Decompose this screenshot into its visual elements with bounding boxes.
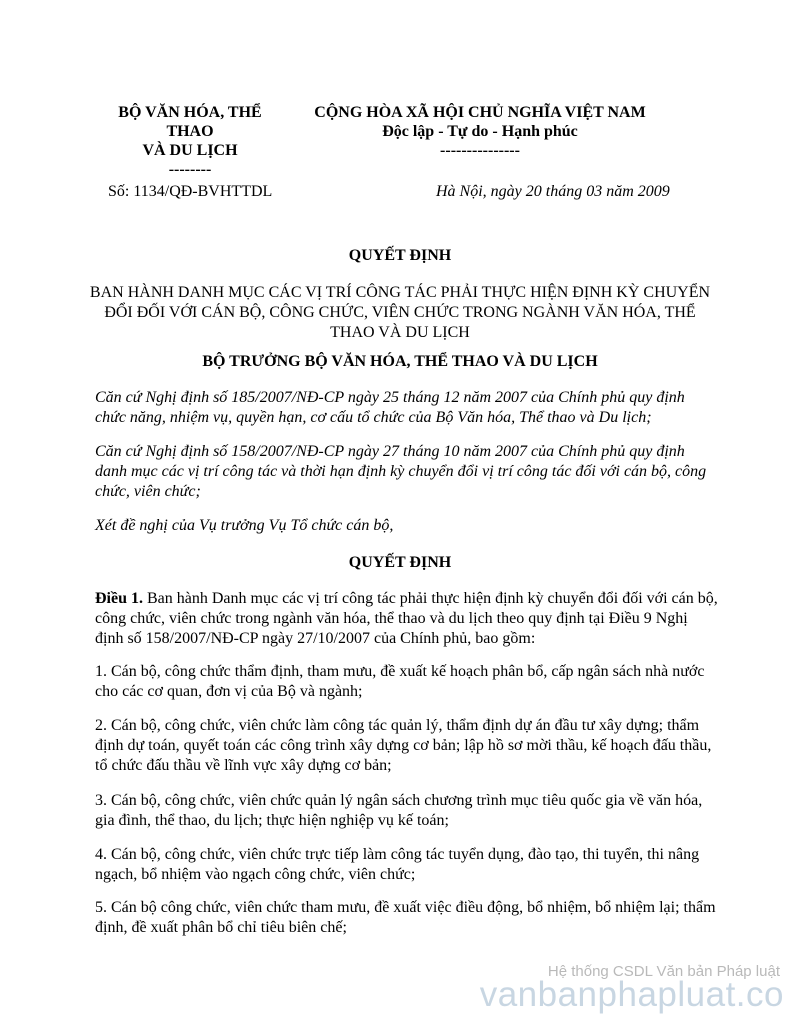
- preamble-line: Căn cứ Nghị định số 158/2007/NĐ-CP ngày 27 tháng 10 năm 2007 của Chính phủ quy định: [95, 443, 685, 460]
- subject-line-1: BAN HÀNH DANH MỤC CÁC VỊ TRÍ CÔNG TÁC PHẢI THỰC HIỆN ĐỊNH KỲ CHUYỂN: [89, 284, 711, 301]
- item-line: định, đề xuất phân bổ chỉ tiêu biên chế;: [95, 919, 347, 936]
- item-line: định dự toán, quyết toán các công trình xây dựng cơ bản; lập hồ sơ mời thầu, kế hoạch đấu thầu,: [95, 737, 712, 754]
- item-line: 5. Cán bộ công chức, viên chức tham mưu, đề xuất việc điều động, bổ nhiệm, bổ nhiệm lại; thẩm: [95, 899, 716, 916]
- subject-line-2: ĐỔI ĐỐI VỚI CÁN BỘ, CÔNG CHỨC, VIÊN CHỨC TRONG NGÀNH VĂN HÓA, THỂ: [104, 304, 696, 321]
- place-and-date: Hà Nội, ngày 20 tháng 03 năm 2009: [436, 183, 670, 200]
- document-subject: [60, 283, 740, 343]
- nation-name: CỘNG HÒA XÃ HỘI CHỦ NGHĨA VIỆT NAM: [314, 104, 646, 121]
- national-motto: Độc lập - Tự do - Hạnh phúc: [382, 123, 578, 140]
- article-1-line-3: định số 158/2007/NĐ-CP ngày 27/10/2007 của Chính phủ, bao gồm:: [95, 630, 536, 647]
- agency-line-1: BỘ VĂN HÓA, THỂ: [118, 104, 262, 121]
- preamble-basis-1: [95, 388, 715, 428]
- agency-separator: --------: [168, 161, 212, 178]
- preamble-proposal: [95, 516, 715, 536]
- list-item: [95, 662, 735, 702]
- watermark-site: vanbanphapluat.co: [479, 975, 784, 1014]
- list-item: [95, 791, 735, 831]
- subject-line-3: THAO VÀ DU LỊCH: [330, 324, 470, 341]
- preamble-line: Xét đề nghị của Vụ trưởng Vụ Tổ chức cán bộ,: [95, 517, 394, 534]
- list-item: [95, 845, 735, 885]
- preamble-line: danh mục các vị trí công tác và thời hạn định kỳ chuyển đổi vị trí công tác đối với cán bộ, công: [95, 463, 707, 480]
- preamble-line: chức, viên chức;: [95, 483, 201, 500]
- agency-line-3: VÀ DU LỊCH: [142, 142, 238, 159]
- issuing-agency: [90, 103, 290, 179]
- national-header: [300, 103, 660, 160]
- list-item: [95, 716, 735, 776]
- item-line: 3. Cán bộ, công chức, viên chức quản lý ngân sách chương trình mục tiêu quốc gia về văn hóa,: [95, 792, 703, 809]
- agency-line-2: THAO: [166, 123, 214, 140]
- article-1-line-1: [95, 589, 735, 609]
- article-1-text: Ban hành Danh mục các vị trí công tác phải thực hiện định kỳ chuyển đổi đối với cán bộ,: [143, 590, 718, 607]
- motto-separator: ---------------: [440, 142, 520, 159]
- preamble-basis-2: [95, 442, 735, 502]
- item-line: 2. Cán bộ, công chức, viên chức làm công tác quản lý, thẩm định dự án đầu tư xây dựng; thẩm: [95, 717, 700, 734]
- decision-heading: QUYẾT ĐỊNH: [348, 554, 452, 571]
- list-item: [95, 898, 735, 938]
- item-line: 1. Cán bộ, công chức thẩm định, tham mưu, đề xuất kế hoạch phân bổ, cấp ngân sách nhà nước: [95, 663, 705, 680]
- watermark-caption: Hệ thống CSDL Văn bản Pháp luật: [547, 963, 780, 980]
- article-1-label: Điều 1.: [95, 590, 143, 607]
- item-line: ngạch, bổ nhiệm vào ngạch công chức, viên chức;: [95, 866, 416, 883]
- article-1: [95, 589, 735, 649]
- item-line: cho các cơ quan, đơn vị của Bộ và ngành;: [95, 683, 363, 700]
- preamble-line: Căn cứ Nghị định số 185/2007/NĐ-CP ngày 25 tháng 12 năm 2007 của Chính phủ quy định: [95, 389, 685, 406]
- item-line: gia đình, thể thao, du lịch; thực hiện nghiệp vụ kế toán;: [95, 812, 449, 829]
- issuing-authority: BỘ TRƯỞNG BỘ VĂN HÓA, THỂ THAO VÀ DU LỊCH: [202, 353, 598, 370]
- document-number: Số: 1134/QĐ-BVHTTDL: [108, 183, 273, 200]
- item-line: 4. Cán bộ, công chức, viên chức trực tiếp làm công tác tuyển dụng, đào tạo, thi tuyển, thi nâng: [95, 846, 700, 863]
- document-type: QUYẾT ĐỊNH: [348, 247, 452, 264]
- article-1-line-2: công chức, viên chức trong ngành văn hóa, thể thao và du lịch theo quy định tại Điều 9 Nghị: [95, 610, 688, 627]
- preamble-line: chức năng, nhiệm vụ, quyền hạn, cơ cấu tổ chức của Bộ Văn hóa, Thể thao và Du lịch;: [95, 409, 652, 426]
- item-line: tổ chức đấu thầu về lĩnh vực xây dựng cơ bản;: [95, 757, 392, 774]
